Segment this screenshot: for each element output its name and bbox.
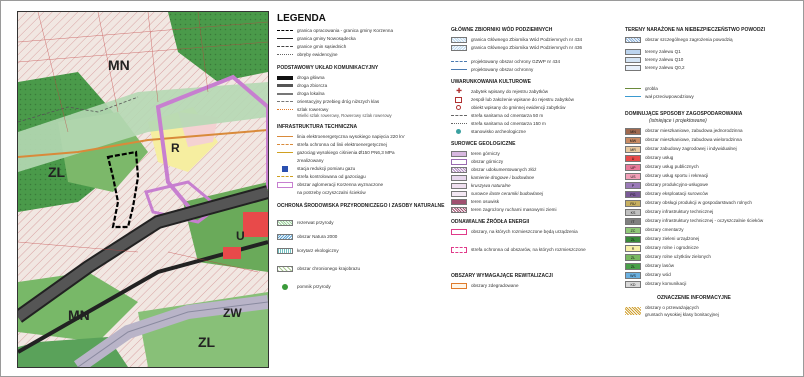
land-use-swatch: WS	[625, 272, 641, 279]
legend-item: obszar chronionego krajobrazu	[277, 265, 445, 273]
land-use-legend-item	[625, 244, 793, 252]
land-use-legend-item	[625, 253, 793, 261]
land-use-label: obszary eksploatacji surowców	[645, 191, 709, 196]
legend-item: obszary zdegradowane	[451, 282, 619, 290]
land-use-label: obszar mieszkaniowe, zabudowa wielorodzinna	[645, 137, 742, 142]
legend-item: surowce ilaste ceramiki budowlanej	[451, 190, 619, 198]
land-use-legend-item	[625, 208, 793, 216]
legend-item: korytarz ekologiczny	[277, 247, 445, 255]
legend-item: obszar udokumentowanych złóż	[451, 166, 619, 174]
land-use-legend-item	[625, 172, 793, 180]
land-use-label: obszary cmentarzy	[645, 227, 684, 232]
legend-item: wał przeciwpowodziowy	[625, 93, 793, 101]
land-use-swatch: ZL	[625, 263, 641, 270]
services-area[interactable]	[243, 212, 268, 237]
land-use-legend-item	[625, 127, 793, 135]
land-use-legend-item	[625, 154, 793, 162]
land-use-swatch: UP	[625, 164, 641, 171]
legend-item: stanowisko archeologiczne	[451, 128, 619, 136]
legend-item: zespół lub założenie wpisane do rejestru zabytków	[451, 96, 619, 104]
land-use-swatch: KD	[625, 281, 641, 288]
legend-item: gazociąg wysokiego ciśnienia Ø150 PN6,3 MPa	[277, 149, 445, 157]
legend-item: tereny zalewu Q0,2	[625, 64, 793, 72]
legend-item: teren zagrożony ruchami masowymi ziemi	[451, 206, 619, 214]
land-use-swatch: P	[625, 182, 641, 189]
legend-item: linia elektroenergetyczna wysokiego napięcia 220 kV	[277, 133, 445, 141]
land-use-legend-item	[625, 199, 793, 207]
legend-item: kruszywa naturalne	[451, 182, 619, 190]
land-use-label: obszar zabudowy zagrodowej i indywidualnej	[645, 146, 737, 151]
legend-item: obręby ewidencyjne	[277, 51, 445, 59]
legend-item: obszar szczególnego zagrożenia powodzią	[625, 36, 793, 44]
land-use-label: obszary zieleni urządzonej	[645, 236, 700, 241]
legend-item: projektowany obszar ochronny	[451, 66, 619, 74]
legend-item: obiekt wpisany do gminnej ewidencji zabytków	[451, 104, 619, 112]
legend-item: ✚ zabytek wpisany do rejestru zabytków	[456, 88, 549, 95]
legend-item: strefa sanitarna od cmentarza 150 m	[451, 120, 619, 128]
land-use-legend-item	[625, 271, 793, 279]
map-zone-label: MN	[68, 307, 90, 323]
legend-item: obszar górniczy	[451, 158, 619, 166]
legend-item: droga główna	[277, 74, 445, 82]
land-use-swatch: RU	[625, 200, 641, 207]
legend-item: projektowany obszar ochrony GZWP nr 434	[451, 58, 619, 66]
legend-item: granica gminy Nowosądecka	[277, 35, 445, 43]
land-use-label: obszary rolne i ogrodnicze	[645, 245, 699, 250]
legend-item: rezerwat przyrody	[277, 219, 445, 227]
land-use-legend-item	[625, 226, 793, 234]
tree-icon	[282, 284, 288, 290]
land-use-swatch: ZL	[625, 254, 641, 261]
section-subheading: (istniejące i projektowane)	[649, 118, 707, 124]
legend-item: pomnik przyrody	[277, 283, 445, 291]
land-use-label: obszary komunikacji	[645, 281, 687, 286]
legend-item: strefa ochronna od linii elektroenergetycznej	[277, 141, 445, 149]
map-zone-label: ZW	[223, 306, 242, 320]
legend-item: granica opracowania - granica gminy Korzenna	[277, 27, 445, 35]
land-use-label: obszary infrastruktury technicznej - oczyszczalnie ścieków	[645, 218, 764, 223]
land-use-legend-item	[625, 145, 793, 153]
land-use-swatch: ZC	[625, 227, 641, 234]
legend-item: obszary o przeważających	[625, 304, 793, 312]
legend-item: teren górniczy	[451, 150, 619, 158]
legend-item: strefa sanitarna od cmentarza 50 m	[451, 112, 619, 120]
land-use-legend-item	[625, 217, 793, 225]
section-heading: OZNACZENIE INFORMACYJNE	[657, 295, 731, 301]
land-use-label: obszary infrastruktury technicznej	[645, 209, 714, 214]
land-use-label: obszary usług sportu i rekreacji	[645, 173, 709, 178]
section-heading: OBSZARY WYMAGAJĄCE REWITALIZACJI	[451, 273, 553, 279]
map-zone-label: ZL	[48, 164, 66, 180]
legend-title: LEGENDA	[277, 13, 326, 24]
legend-item: granica Głównego Zbiornika Wód Podziemnych nr 436	[451, 44, 619, 52]
land-use-map[interactable]	[18, 12, 268, 367]
legend-item: stacja redukcji pomiaru gazu	[277, 165, 445, 173]
land-use-label: obszary wód	[645, 272, 671, 277]
land-use-legend-item	[625, 163, 793, 171]
legend-item: obszar Natura 2000	[277, 233, 445, 241]
land-use-label: obszar mieszkaniowe, zabudowa jednorodzinna	[645, 128, 743, 133]
section-heading: TERENY NARAŻONE NA NIEBEZPIECZEŃSTWO POWODZI	[625, 27, 766, 33]
legend-item: kamienie drogowe i budowlane	[451, 174, 619, 182]
legend-item: tereny zalewu Q1	[625, 48, 793, 56]
map-zone-label: MN	[108, 57, 130, 73]
legend-item: na potrzeby oczyszczalni ścieków	[297, 190, 366, 195]
legend-panel: LEGENDA granica opracowania - granica gminy Korzenna granica gminy Nowosądecka granice gmin sąsiednich obręby ewidencyjne PODSTAWOWY UKŁAD KOMUNIKACYJNY droga główna droga zbiorcza droga lokalna orientacyjny przebieg dróg niższych klas szlak rowerowy Wielki szlak rowerowy, Rowerowy szlak rowerowy INFRASTRUKTURA TECHNICZNA linia elektroenergetyczna wysokiego napięcia 220 kV strefa ochronna od linii elektroenergetycznej gazociąg wysokiego ciśnienia Ø150 PN6,3 MPa zrealizowany stacja redukcji pomiaru gazu strefa kontrolowana od gazociągu obszar aglomeracji Korzenna wyznaczone na potrzeby oczyszczalni ścieków OCHRONA ŚRODOWISKA PRZYRODNICZEGO I ZASOBY NATURALNE rezerwat przyrody obszar Natura 2000 korytarz ekologiczny obszar chronionego krajobrazu pomnik przyrody GŁÓWNE ZBIORNIKI WÓD PODZIEMNYCH granica Głównego Zbiornika Wód Podziemnych nr 434 granica Głównego Zbiornika Wód Podziemnych nr 436 projektowany obszar ochrony GZWP nr 434 projektowany obszar ochronny UWARUNKOWANIA KULTUROWE ✚ zabytek wpisany do rejestru zabytków zespół lub założenie wpisane do rejestru zabytków obiekt wpisany do gminnej ewidencji zabytków strefa sanitarna od cmentarza 50 m strefa sanitarna od cmentarza 150 m stanowisko archeologiczne SUROWCE GEOLOGICZNE teren górniczy obszar górniczy obszar udokumentowanych złóż kamienie drogowe i budowlane kruszywa naturalne surowce ilaste ceramiki budowlanej teren osuwisk teren zagrożony ruchami masowymi ziemi ODNAWIALNE ŹRÓDŁA ENERGII obszary, na których rozmieszczone będą urządzenia strefa ochronna od obszarów, na których rozmieszczone OBSZARY WYMAGAJĄCE REWITALIZACJI obszary zdegradowane TERENY NARAŻONE NA NIEBEZPIECZEŃSTWO POWODZI obszar szczególnego zagrożenia powodzią tereny zalewu Q1 tereny zalewu Q10 tereny zalewu Q0,2 grobla wał przeciwpowodziowy DOMINUJĄCE SPOSOBY ZAGOSPODAROWANIA (istniejące i projektowane) MN obszar mieszkaniowe, zabudowa jednorodzinna MW obszar mieszkaniowe, zabudowa wielorodzinna MR obszar zabudowy zagrodowej i indywidualnej U obszary usług UP obszary usług publicznych US obszary usług sportu i rekreacji P obszary produkcyjno-usługowe PG obszary eksploatacji surowców RU obszary obsługi produkcji w gospodarstwach rolnych KS obszary infrastruktury technicznej IT obszary infrastruktury technicznej - oczyszczalnie ścieków ZC obszary cmentarzy ZL obszary zieleni urządzonej R obszary rolne i ogrodnicze ZL obszary rolne użytków zielonych ZL obszary lasów WS obszary wód KD obszary komunikacji OZNACZENIE INFORMACYJNE obszary o przeważających gruntach wysokiej klasy bonitacyjnej	[269, 11, 795, 366]
land-use-swatch: KS	[625, 209, 641, 216]
land-use-swatch: MN	[625, 128, 641, 135]
legend-item: orientacyjny przebieg dróg niższych klas	[277, 98, 445, 106]
land-use-swatch: MR	[625, 146, 641, 153]
legend-item: granice gmin sąsiednich	[277, 43, 445, 51]
land-use-label: obszary lasów	[645, 263, 675, 268]
map-zone-label: U	[236, 229, 245, 243]
legend-item: droga lokalna	[277, 90, 445, 98]
land-use-label: obszary produkcyjno-usługowe	[645, 182, 709, 187]
land-use-legend-item	[625, 136, 793, 144]
land-use-swatch: U	[625, 155, 641, 162]
section-heading: PODSTAWOWY UKŁAD KOMUNIKACYJNY	[277, 65, 379, 71]
land-use-swatch: MW	[625, 137, 641, 144]
legend-item: teren osuwisk	[451, 198, 619, 206]
map-panel[interactable]	[17, 11, 269, 368]
land-use-swatch: IT	[625, 218, 641, 225]
land-use-swatch: PG	[625, 191, 641, 198]
land-use-legend-item	[625, 181, 793, 189]
legend-item: obszar aglomeracji Korzenna wyznaczone	[277, 181, 445, 189]
section-heading: DOMINUJĄCE SPOSOBY ZAGOSPODAROWANIA	[625, 111, 743, 117]
legend-item: gruntach wysokiej klasy bonitacyjnej	[645, 312, 719, 317]
legend-item: zrealizowany	[297, 158, 324, 163]
land-use-legend-item	[625, 280, 793, 288]
legend-item: strefa ochronna od obszarów, na których rozmieszczone	[451, 246, 619, 254]
section-heading: OCHRONA ŚRODOWISKA PRZYRODNICZEGO I ZASOBY NATURALNE	[277, 203, 445, 209]
land-use-label: obszary obsługi produkcji w gospodarstwach rolnych	[645, 200, 752, 205]
land-use-label: obszary rolne użytków zielonych	[645, 254, 711, 259]
legend-item: szlak rowerowy	[277, 106, 445, 114]
legend-item: strefa kontrolowana od gazociągu	[277, 173, 445, 181]
section-heading: ODNAWIALNE ŹRÓDŁA ENERGII	[451, 219, 530, 225]
land-use-swatch: R	[625, 245, 641, 252]
legend-item: grobla	[625, 85, 793, 93]
legend-item: droga zbiorcza	[277, 82, 445, 90]
section-heading: SUROWCE GEOLOGICZNE	[451, 141, 516, 147]
legend-item: granica Głównego Zbiornika Wód Podziemnych nr 434	[451, 36, 619, 44]
section-heading: INFRASTRUKTURA TECHNICZNA	[277, 124, 358, 130]
land-use-label: obszary usług	[645, 155, 674, 160]
land-use-label: obszary usług publicznych	[645, 164, 699, 169]
legend-item: obszary, na których rozmieszczone będą urządzenia	[451, 228, 619, 236]
land-use-legend-item	[625, 262, 793, 270]
map-zone-label: R	[171, 141, 180, 155]
section-heading: GŁÓWNE ZBIORNIKI WÓD PODZIEMNYCH	[451, 27, 553, 33]
map-zone-label: ZL	[198, 334, 216, 350]
land-use-legend-item	[625, 235, 793, 243]
land-use-swatch: US	[625, 173, 641, 180]
land-use-legend-item	[625, 190, 793, 198]
land-use-swatch: ZL	[625, 236, 641, 243]
legend-item: tereny zalewu Q10	[625, 56, 793, 64]
section-heading: UWARUNKOWANIA KULTUROWE	[451, 79, 531, 85]
